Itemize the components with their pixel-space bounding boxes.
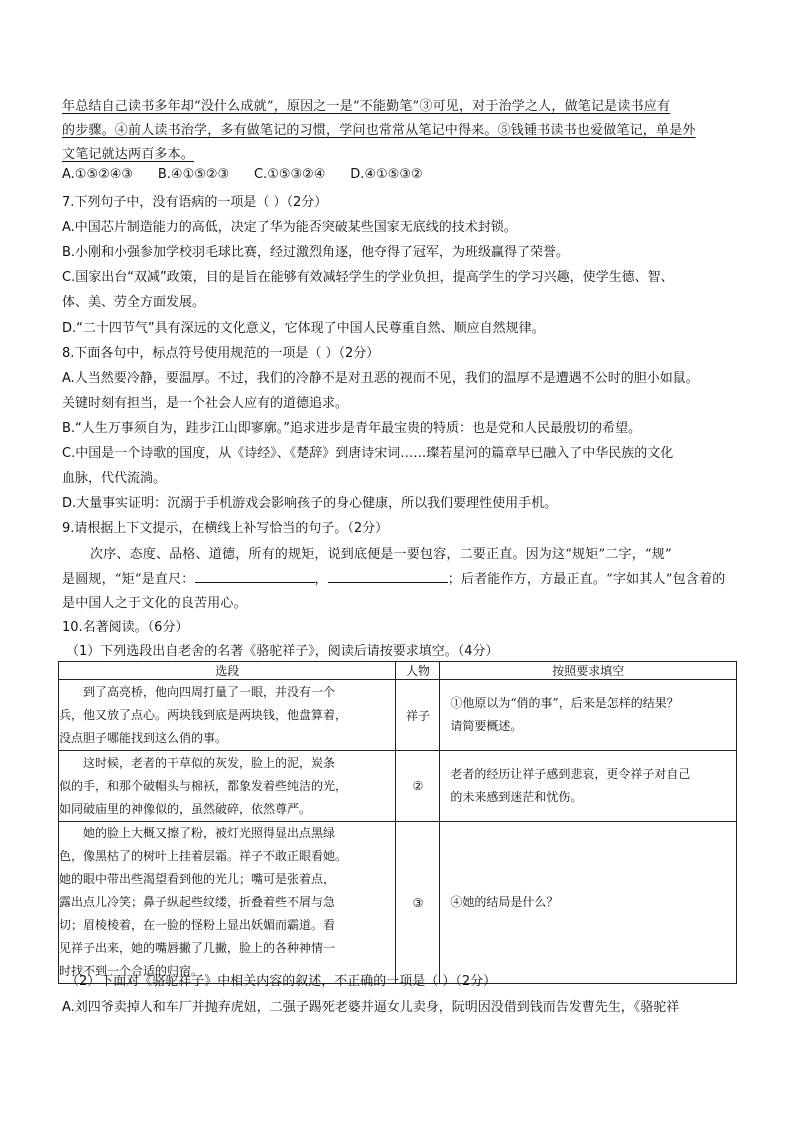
fill-3-line-1: ④她的结局是什么？ <box>450 895 559 909</box>
q8-option-c-line-1: C.中国是一个诗歌的国度，从《诗经》、《楚辞》到唐诗宋词……璨若星河的篇章早已融入了中华民族的文化 <box>62 446 674 461</box>
q6-passage-line-3: 文笔记就达两百多本。 <box>62 147 195 162</box>
q8-option-d: D.大量事实证明：沉溺于手机游戏会影响孩子的身心健康，所以我们要理性使用手机。 <box>62 496 558 511</box>
q8-option-c-line-2: 血脉，代代流淌。 <box>62 471 167 486</box>
excerpt-1-line-3: 没点胆子哪能找到这么俏的事。 <box>59 730 228 745</box>
q10-sub2-option-a: A.刘四爷卖掉人和车厂并抛弃虎妞，二强子踢死老婆并逼女儿卖身，阮明因没借到钱而告发曹先生，《骆驼祥 <box>62 1000 680 1015</box>
q9-blank-2[interactable] <box>328 570 448 583</box>
excerpt-3-line-1: 她的脸上大概又擦了粉，被灯光照得显出点黑绿 <box>83 826 336 840</box>
excerpt-3-line-3: 她的眼中带出些渴望看到他的光儿；嘴可是张着点， <box>59 872 336 886</box>
q6-passage-line-1: 年总结自己读书多年却“没什么成就”，原因之一是“不能勤笔”③可见，对于治学之人，做笔记是读书应有 <box>62 99 671 114</box>
q7-option-a: A.中国芯片制造能力的高低，决定了华为能否突破某些国家无底线的技术封锁。 <box>62 220 517 235</box>
q9-blank-1[interactable] <box>195 570 315 583</box>
q8-stem: 8.下面各句中，标点符号使用规范的一项是（ ）（2分） <box>62 346 380 361</box>
person-cell-1: 祥子 <box>396 680 440 751</box>
q6-passage-line-2: 的步骤。④前人读书治学，多有做笔记的习惯，学问也常常从笔记中得来。⑤钱锺书读书也爱做笔记，单是外 <box>62 123 696 138</box>
q8-option-b: B.“人生万事须自为，跬步江山即寥廓。”追求进步是青年最宝贵的特质：也是党和人民最殷切的希望。 <box>62 421 642 436</box>
q9-passage-line-2-start: 是圆规，“矩”是直尺： <box>62 572 195 587</box>
fill-cell-2 <box>440 751 737 822</box>
q10-sub2-stem: （2）下面对《骆驼祥子》中相关内容的叙述，不正确的一项是（ ）（2分） <box>66 974 497 989</box>
q9-passage-line-2-end: ；后者能作方，方最正直。“字如其人”包含着的 <box>447 572 726 587</box>
excerpt-3-line-6: 见祥子出来，她的嘴唇撇了几撇，脸上的各种神情一 <box>59 941 336 955</box>
fill-2-line-1: 老者的经历让祥子感到悲哀，更令祥子对自己 <box>450 767 691 781</box>
header-fill: 按照要求填空 <box>440 662 737 680</box>
excerpt-3-line-5: 切；眉棱棱着，在一脸的怪粉上显出妖媚而霸道。看 <box>59 918 336 932</box>
excerpt-3-line-2: 色，像黑枯了的树叶上挂着层霜。祥子不敢正眼看她。 <box>59 849 348 863</box>
q10-sub1-stem: （1）下列选段出自老舍的名著《骆驼祥子》，阅读后请按要求填空。（4分） <box>66 644 499 659</box>
excerpt-2-line-1: 这时候，老者的干草似的灰发，脸上的泥，炭条 <box>83 755 336 770</box>
q7-stem: 7.下列句子中，没有语病的一项是（ ）（2分） <box>62 195 328 210</box>
excerpt-3-line-7: 时找不到一个合适的归宿。 <box>59 964 204 978</box>
q7-option-c-line-2: 体、美、劳全方面发展。 <box>62 295 206 310</box>
header-excerpt: 选段 <box>59 662 396 680</box>
q9-passage-line-3: 是中国人之于文化的良苦用心。 <box>62 596 247 611</box>
q6-options: A.①⑤②④③ B.④①⑤②③ C.①⑤③②④ D.④①⑤③② <box>62 167 423 182</box>
q7-option-b: B.小刚和小强参加学校羽毛球比赛，经过激烈角逐，他夺得了冠军，为班级赢得了荣誉。 <box>62 245 570 260</box>
fill-1-line-1: ①他原以为“俏的事”，后来是怎样的结果？ <box>450 696 679 710</box>
fill-2-line-2: 的未来感到迷茫和忧伤。 <box>450 790 583 804</box>
excerpt-2-line-3: 如同破庙里的神像似的，虽然破碎，依然尊严。 <box>59 801 312 816</box>
table-header-row <box>59 662 737 680</box>
fill-1-line-2: 请简要概述。 <box>450 719 523 733</box>
q7-option-c-line-1: C.国家出台“双减”政策，目的是旨在能够有效减轻学生的学业负担，提高学生的学习兴趣，使学生德、智、 <box>62 270 674 285</box>
excerpt-1-line-1: 到了高亮桥，他向四周打量了一眼，并没有一个 <box>83 684 336 699</box>
q9-stem: 9.请根据上下文提示，在横线上补写恰当的句子。（2分） <box>62 521 389 536</box>
excerpt-1-line-2: 兵，他又放了点心。两块钱到底是两块钱，他盘算着， <box>59 707 348 722</box>
table-row <box>59 751 737 822</box>
q9-separator: ， <box>314 572 328 587</box>
person-cell-2[interactable]: ② <box>396 751 440 822</box>
fill-cell-3[interactable] <box>440 822 737 984</box>
q9-passage-line-1: 次序、态度、品格、道德，所有的规矩，说到底便是一要包容，二要正直。因为这“规矩”二字，“规” <box>90 547 672 562</box>
table-row <box>59 822 737 984</box>
excerpt-2-line-2: 似的手，和那个破帽头与棉袄，都象发着些纯洁的光， <box>59 778 348 793</box>
header-person: 人物 <box>396 662 440 680</box>
q8-option-a-line-1: A.人当然要冷静，要温厚。不过，我们的冷静不是对丑恶的视而不见，我们的温厚不是遭遇不公时的胆小如鼠。 <box>62 371 699 386</box>
excerpt-3-line-4: 露出点儿冷笑；鼻子纵起些纹缕，折叠着些不屑与急 <box>59 895 336 909</box>
q7-option-d: D.“二十四节气”具有深远的文化意义，它体现了中国人民尊重自然、顺应自然规律。 <box>62 321 545 336</box>
person-cell-3[interactable]: ③ <box>396 822 440 984</box>
excerpt-cell-3 <box>59 822 396 984</box>
q10-stem: 10.名著阅读。（6分） <box>62 620 189 635</box>
q8-option-a-line-2: 关键时刻有担当，是一个社会人应有的道德追求。 <box>62 396 349 411</box>
excerpt-cell-1 <box>59 680 396 751</box>
fill-cell-1 <box>440 680 737 751</box>
table-row <box>59 680 737 751</box>
excerpt-cell-2 <box>59 751 396 822</box>
q9-passage-line-2 <box>62 568 734 587</box>
q10-table <box>58 661 737 984</box>
